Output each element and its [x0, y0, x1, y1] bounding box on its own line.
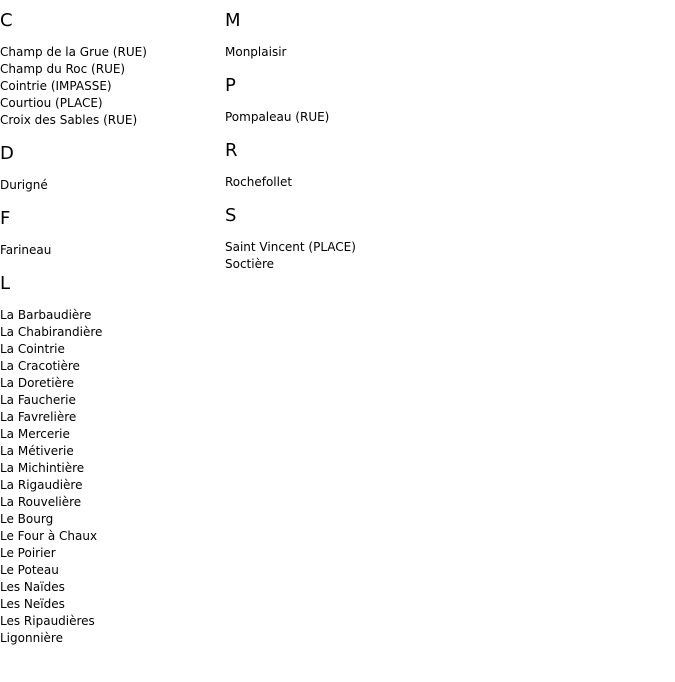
street-link-champ-de-la-grue-rue[interactable]: Champ de la Grue (RUE) [0, 45, 147, 59]
street-link-le-bourg[interactable]: Le Bourg [0, 512, 54, 526]
letter-section-p [225, 75, 445, 126]
street-link-la-cracotiere[interactable]: La Cracotière [0, 359, 80, 373]
letter-section-m [225, 10, 445, 61]
letter-heading: M [225, 10, 241, 31]
letter-heading: R [225, 140, 238, 161]
street-link-rochefollet[interactable]: Rochefollet [225, 175, 293, 189]
letter-section-s [225, 205, 445, 273]
street-link-la-rigaudiere[interactable]: La Rigaudière [0, 478, 83, 492]
letter-heading: F [0, 208, 11, 229]
street-link-la-mercerie[interactable]: La Mercerie [0, 427, 70, 441]
street-link-le-four-a-chaux[interactable]: Le Four à Chaux [0, 529, 98, 543]
street-list [225, 174, 445, 191]
street-link-la-cointrie[interactable]: La Cointrie [0, 342, 65, 356]
street-link-croix-des-sables-rue[interactable]: Croix des Sables (RUE) [0, 113, 138, 127]
street-link-durigne[interactable]: Durigné [0, 178, 48, 192]
street-link-la-barbaudiere[interactable]: La Barbaudière [0, 308, 92, 322]
street-list [0, 44, 220, 129]
street-link-la-metiverie[interactable]: La Métiverie [0, 444, 74, 458]
street-list [0, 242, 220, 259]
letter-section-r [225, 140, 445, 191]
street-link-les-ripaudieres[interactable]: Les Ripaudières [0, 614, 95, 628]
street-list [225, 44, 445, 61]
street-link-les-neides[interactable]: Les Neïdes [0, 597, 65, 611]
street-link-farineau[interactable]: Farineau [0, 243, 52, 257]
street-link-champ-du-roc-rue[interactable]: Champ du Roc (RUE) [0, 62, 126, 76]
street-link-la-favreliere[interactable]: La Favrelière [0, 410, 77, 424]
street-link-la-chabirandiere[interactable]: La Chabirandière [0, 325, 103, 339]
street-link-le-poirier[interactable]: Le Poirier [0, 546, 56, 560]
letter-heading: S [225, 205, 237, 226]
street-list [0, 307, 220, 647]
street-link-cointrie-impasse[interactable]: Cointrie (IMPASSE) [0, 79, 112, 93]
letter-heading: L [0, 273, 11, 294]
street-link-la-doretiere[interactable]: La Doretière [0, 376, 74, 390]
street-index-column-right [225, 10, 445, 287]
letter-heading: C [0, 10, 13, 31]
street-link-la-rouveliere[interactable]: La Rouvelière [0, 495, 82, 509]
letter-section-d [0, 143, 220, 194]
street-link-les-naides[interactable]: Les Naïdes [0, 580, 65, 594]
street-link-soctiere[interactable]: Soctière [225, 257, 275, 271]
street-link-saint-vincent-place[interactable]: Saint Vincent (PLACE) [225, 240, 356, 254]
street-link-la-faucherie[interactable]: La Faucherie [0, 393, 76, 407]
street-link-le-poteau[interactable]: Le Poteau [0, 563, 59, 577]
street-link-courtiou-place[interactable]: Courtiou (PLACE) [0, 96, 103, 110]
street-link-la-michintiere[interactable]: La Michintière [0, 461, 85, 475]
street-index-column-left [0, 10, 220, 661]
letter-heading: P [225, 75, 236, 96]
street-link-pompaleau-rue[interactable]: Pompaleau (RUE) [225, 110, 330, 124]
street-link-monplaisir[interactable]: Monplaisir [225, 45, 287, 59]
letter-section-f [0, 208, 220, 259]
letter-section-l [0, 273, 220, 647]
street-link-ligonniere[interactable]: Ligonnière [0, 631, 63, 645]
street-list [225, 239, 445, 273]
letter-heading: D [0, 143, 14, 164]
street-list [225, 109, 445, 126]
street-list [0, 177, 220, 194]
letter-section-c [0, 10, 220, 129]
